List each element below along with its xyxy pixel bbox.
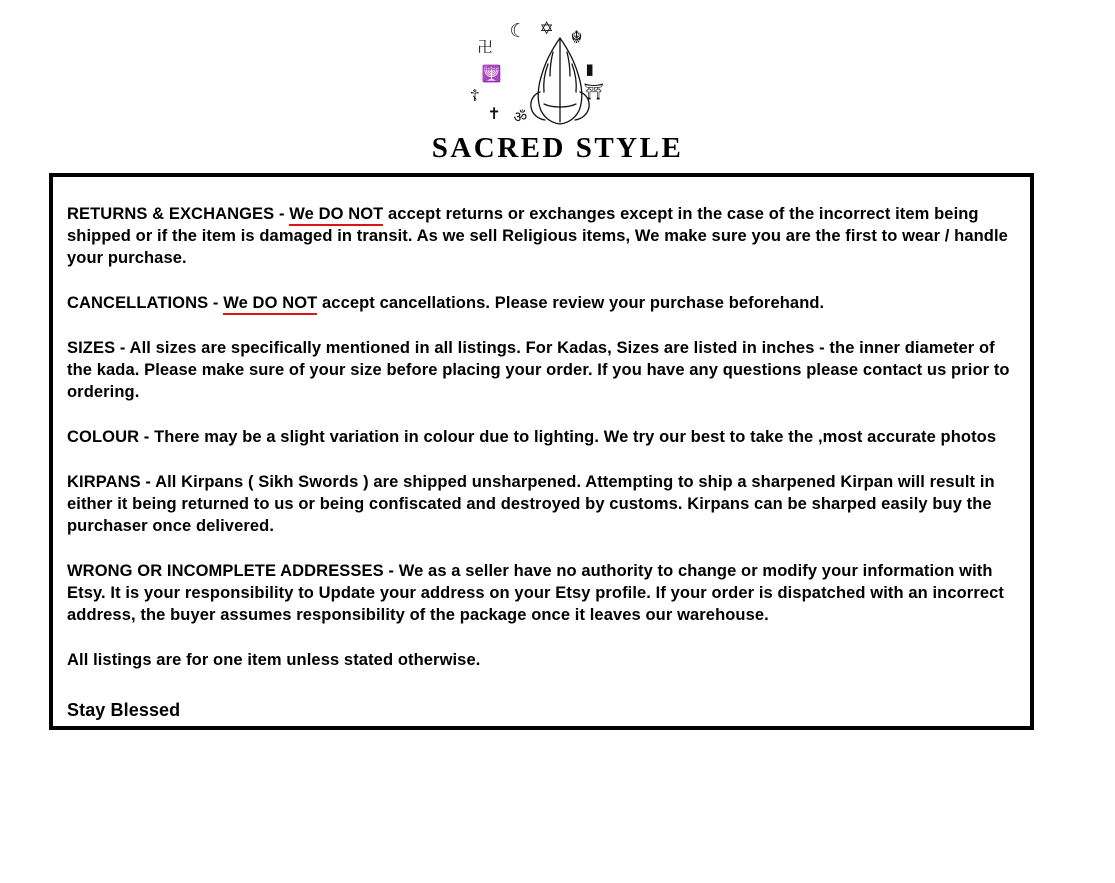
policy-closing: Stay Blessed [67,700,181,720]
policy-sizes-body: All sizes are specifically mentioned in all listings. For Kadas, Sizes are listed in inches - the inner diameter of the kada. Please make sure of your size before placing your order. If you have any questions please contact us prior to ordering. [67,339,1010,401]
orthodox-cross-icon: ☦ [469,86,480,105]
policy-cancellations-emphasis: We DO NOT [223,294,317,315]
policy-addresses [67,560,1016,626]
logo-mark [458,18,658,128]
policy-returns-body: accept returns or exchanges except in the case of the incorrect item being shipped or if the item is damaged in transit. As we sell Religious items, We make sure you are the first to wear / handle your purchase. [67,205,1008,267]
policy-cancellations-dash: - [208,294,224,312]
policy-colour-dash: - [139,428,155,446]
policy-colour-heading: COLOUR [67,428,140,446]
policy-sizes-dash: - [115,339,130,357]
policy-content [53,177,1030,721]
policy-colour-body: There may be a slight variation in colour due to lighting. We try our best to take the ,most accurate photos [154,428,997,446]
policy-cancellations-heading: CANCELLATIONS [67,294,209,312]
policy-returns [67,203,1016,269]
star-of-david-icon: ✡ [539,19,554,39]
menorah-icon: 🕎 [481,64,502,83]
om-icon: ॐ [513,108,528,126]
policy-box [49,173,1034,730]
policy-kirpans [67,471,1016,537]
crescent-moon-icon: ☾ [509,20,527,42]
policy-sizes [67,337,1016,403]
policy-listings-note: All listings are for one item unless stated otherwise. [67,651,481,669]
policy-returns-dash: - [274,205,290,223]
policy-kirpans-heading: KIRPANS [67,473,141,491]
praying-hands-icon [520,34,600,126]
policy-colour [67,426,1016,448]
brand-header [0,0,1115,165]
policy-kirpans-body: All Kirpans ( Sikh Swords ) are shipped unsharpened. Attempting to ship a sharpened Kirpan will result in either it being returned to us or being confiscated and destroyed by customs. Kirpans can be sharped easily buy the purchaser once delivered. [67,473,995,535]
khanda-icon: ☬ [570,28,583,48]
policy-kirpans-dash: - [140,473,156,491]
torch-icon: ▮ [585,60,594,78]
policy-addresses-heading: WRONG OR INCOMPLETE ADDRESSES [67,562,384,580]
swastika-icon: 卍 [477,38,493,56]
policy-addresses-dash: - [383,562,399,580]
policy-sizes-heading: SIZES [67,339,116,357]
policy-cancellations [67,292,1016,314]
policy-returns-heading: RETURNS & EXCHANGES [67,205,275,223]
brand-name: SACRED STYLE [431,132,684,164]
latin-cross-icon: ✝ [487,104,501,123]
torii-icon: ⛩ [583,82,604,101]
policy-cancellations-body: accept cancellations. Please review your purchase beforehand. [317,294,825,312]
policy-returns-emphasis: We DO NOT [289,205,383,226]
policy-addresses-body: We as a seller have no authority to change or modify your information with Etsy. It is your responsibility to Update your address on your Etsy profile. If your order is dispatched with an incorrect address, the buyer assumes responsibility of the package once it leaves our warehouse. [67,562,1004,624]
